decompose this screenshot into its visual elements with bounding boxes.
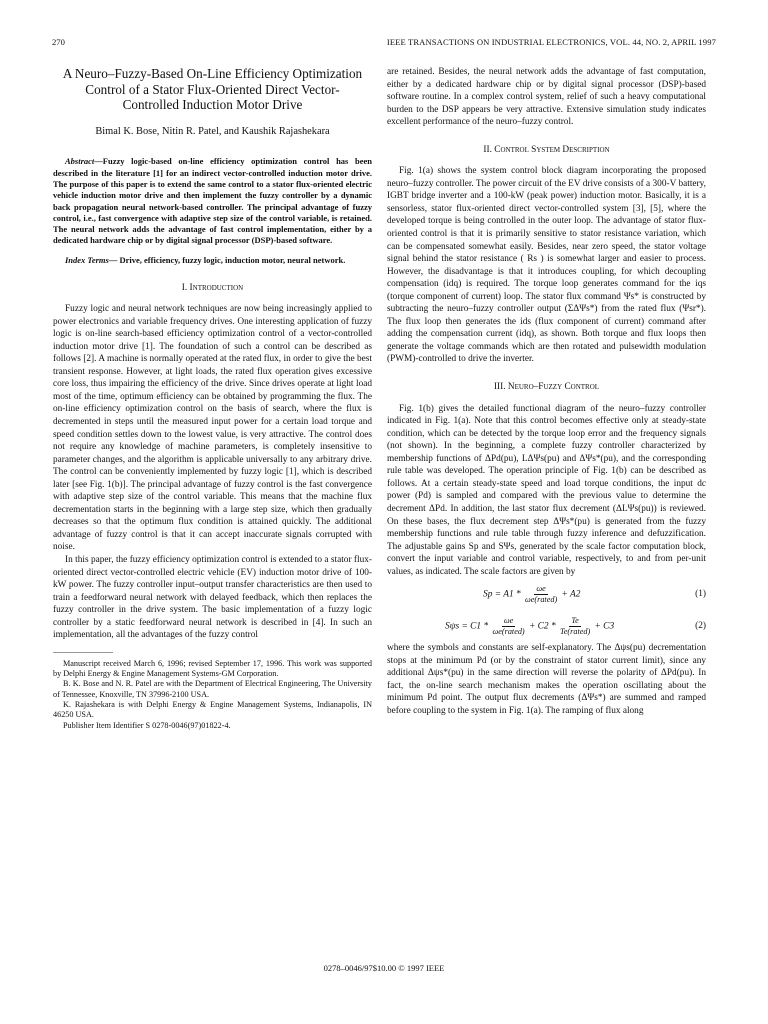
paper-authors: Bimal K. Bose, Nitin R. Patel, and Kaushik Rajashekara <box>95 125 330 137</box>
eq1-denominator: ωe(rated) <box>525 594 558 604</box>
right-paragraph-continued: are retained. Besides, the neural network adds the advantage of fast computation, either by a dedicated hardware chip or by digital signal processor (DSP)-based software routine. In a complex control system, relief of such a heavy computational burden to the DSP appears be very attractive. Extensive simulation study indicates excellent performance of the neuro–fuzzy control. <box>387 67 706 128</box>
eq1-tail: + A2 <box>561 589 581 600</box>
footnote-manuscript: Manuscript received March 6, 1996; revised September 17, 1996. This work was supported by Delphi Energy & Engine Management Systems-GM Corporation. <box>53 658 372 679</box>
intro-paragraph-2: In this paper, the fuzzy efficiency optimization control is extended to a stator flux-oriented direct vector-controlled electric vehicle (EV) induction motor drive of 100-kW power. The fuzzy controller input–output transfer characteristics are then used to train a feedforward neural network with delayed feedback, which then replaces the fuzzy controller in the drive system. The basic implementation of a fuzzy logic controller by a static feedforward neural network is described in [4]. In such an implementation, all the advantages of the fuzzy control <box>53 554 372 641</box>
index-terms-label: Index Terms <box>65 255 109 266</box>
eq2-fraction-1 <box>493 616 525 637</box>
abstract-text: —Fuzzy logic-based on-line efficiency optimization control has been described in the literature [1] for an indirect vector-controlled induction motor drive. The purpose of this paper is to extend the same control to a stator flux-oriented electric vehicle induction motor drive and then implement the fuzzy controller by a dynamic back propagation neural network-based controller. The principal advantage of fuzzy control, i.e., fast convergence with adaptive step size of the control variable, is retained. The neural network adds the advantage of fast control implementation, either by a dedicated hardware chip or by digital signal processor (DSP)-based software. <box>53 156 372 246</box>
eq2-numerator-1: ωe <box>503 615 514 625</box>
footnote-affiliation-1: B. K. Bose and N. R. Patel are with the Department of Electrical Engineering, The University of Tennessee, Knoxville, TN 37996-2100 USA. <box>53 679 372 699</box>
equation-2 <box>387 610 706 642</box>
journal-header: IEEE TRANSACTIONS ON INDUSTRIAL ELECTRONICS, VOL. 44, NO. 2, APRIL 1997 <box>386 37 716 47</box>
footnote-affiliation-2: K. Rajashekara is with Delphi Energy & Engine Management Systems, Indianapolis, IN 46250 USA. <box>53 700 372 720</box>
section-heading-neuro-fuzzy: III. Neuro–Fuzzy Control <box>493 382 600 393</box>
paper-title: A Neuro–Fuzzy-Based On-Line Efficiency Optimization Control of a Stator Flux-Oriented Direct Vector-Controlled Induction Motor Drive <box>62 66 363 113</box>
page-number: 270 <box>52 37 65 47</box>
left-column <box>53 66 372 731</box>
index-terms <box>53 255 372 266</box>
page-header <box>52 37 716 51</box>
abstract-label: Abstract <box>65 156 95 167</box>
right-column <box>387 66 706 718</box>
eq2-mid: + C2 * <box>529 621 556 632</box>
eq2-numerator-2: Te <box>571 615 579 625</box>
section-heading-control-system: II. Control System Description <box>483 144 610 155</box>
intro-paragraph-1: Fuzzy logic and neural network techniques are now being increasingly applied to power electronics and variable frequency drives. One interesting application of fuzzy logic is on-line search-based efficiency optimization control of a vector-controlled induction motor drive [1]. The foundation of such a control can be described as follows [2]. A machine is normally operated at the rated flux, in order to give the best transient response. However, at light loads, the rated flux operation gives excessive core loss, thus impairing the efficiency of the drive. Since drives operate at light load most of the time, optimum efficiency can be obtained by programming the flux. The on-line efficiency optimization control on the basis of search, where the flux is decremented in steps until the measured input power for a certain load torque and speed condition settles down to the lowest value, is very attractive. The control does not require any knowledge of machine parameters, is completely insensitive to parameter changes, and the algorithm is applicable universally to any arbitrary drive. The control can be conveniently implemented by fuzzy logic [1], which is described later [see Fig. 1(b)]. The principal advantage of fuzzy control is the fast convergence with adaptive step size of the control variable. This means that the machine flux decrementation starts in the beginning with a large step size, which then gradually decreases so that the optimum flux condition is attained quickly. The additional advantage of fuzzy control is that it can accept inaccurate signals corrupted with noise. <box>53 304 372 553</box>
eq2-lhs: Sψs = C1 * <box>445 621 489 632</box>
after-equation-paragraph: where the symbols and constants are self-explanatory. The Δψs(pu) decrementation stops at the minimum Pd (or by the constraint of stator current limit), since any additional Δψs*(pu) in the same direction will reverse the polarity of ΔPd(pu). In fact, the on-line search mechanism makes the operation oscillating about the minimum Pd point. The output flux decrements (ΔΨs*) are summed and ramped before coupling to the system in Fig. 1(a). The ramping of flux along <box>387 643 706 716</box>
eq2-tail: + C3 <box>594 621 615 632</box>
footnote-publisher-id: Publisher Item Identifier S 0278-0046(97)01822-4. <box>63 720 231 730</box>
eq1-number: (1) <box>695 588 706 599</box>
eq1-lhs: Sp = A1 * <box>483 589 521 600</box>
neuro-fuzzy-paragraph: Fig. 1(b) gives the detailed functional diagram of the neuro–fuzzy controller indicated in Fig. 1(a). Note that this control becomes effective only at steady-state condition, which can be detected by the torque loop error and the frequency signals (not shown). In the beginning, a complete fuzzy controller characterized by membership functions of ΔPd(pu), LΔΨs(pu) and ΔΨs*(pu), and the corresponding rule table was developed. The operation principle of Fig. 1(b) can be described as follows. At a certain steady-state speed and load torque conditions, the input dc power (Pd) is sampled and compared with the previous value to determine the decrement ΔPd. In addition, the last stator flux decrement (ΔLΨs(pu)) is reviewed. On these bases, the flux decrement step ΔΨs*(pu) is generated from the fuzzy membership functions and rule table through fuzzy inference and defuzzification. The adjustable gains Sp and SΨs, generated by the scale factor computation block, convert the input variable and control variable, respectively, to and from per-unit values, as indicated. The scale factors are given by <box>387 403 706 577</box>
abstract <box>53 156 372 246</box>
control-paragraph: Fig. 1(a) shows the system control block diagram incorporating the proposed neuro–fuzzy controller. The power circuit of the EV drive consists of a 300-V battery, IGBT bridge inverter and a 100-kW (peak power) induction motor. Basically, it is a sensorless, stator flux-oriented direct vector-controlled system [3], [5], where the developed torque is being controlled in the outer loop. The advantage of stator flux-oriented control is that it is primarily sensitive to stator resistance variation, which can be compensated somewhat easily. Besides, near zero speed, the stator voltage signal behind the stator resistance ( Rs ) is somewhat larger and easier to process. However, the disadvantage is that it introduces coupling, for which decoupling compensation (idq) is required. The torque loop generates command for the iqs (torque component of current) loop. The stator flux command Ψs* is constructed by subtracting the neuro–fuzzy controller output (ΣΔΨs*) from the rated flux (Ψsr*). The flux loop then generates the ids (flux component of current) command after adding the compensation current (idq), as shown. Both torque and flux loops then generate the voltage commands which are then rotated and pulsewidth modulation (PWM)-controlled to drive the inverter. <box>387 166 706 365</box>
section-heading-introduction: I. Introduction <box>181 282 244 293</box>
equation-1 <box>387 578 706 610</box>
eq2-number: (2) <box>695 620 706 631</box>
eq1-numerator: ωe <box>536 583 546 593</box>
eq2-denominator-1: ωe(rated) <box>492 626 525 636</box>
footnote-divider <box>53 652 113 653</box>
eq1-fraction <box>525 584 557 605</box>
index-terms-text: — Drive, efficiency, fuzzy logic, induction motor, neural network. <box>108 255 346 266</box>
page-footer: 0278–0046/97$10.00 © 1997 IEEE <box>323 963 445 973</box>
eq2-fraction-2 <box>560 616 590 637</box>
eq2-denominator-2: Te(rated) <box>560 626 591 636</box>
